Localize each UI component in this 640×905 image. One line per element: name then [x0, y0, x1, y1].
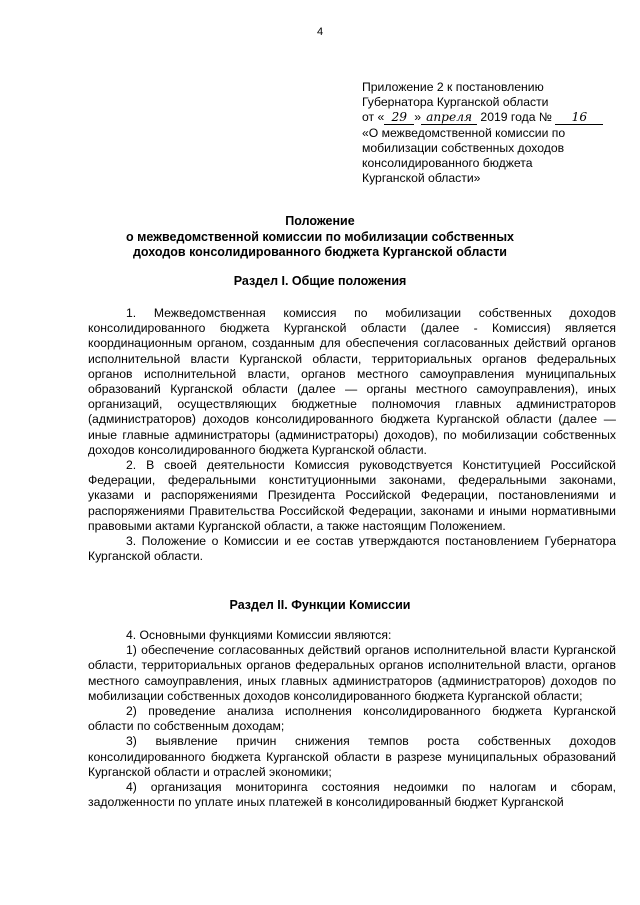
- paragraph: 1. Межведомственная комиссия по мобилизации собственных доходов консолидированного бюджета Курганской области (далее - Комиссия) является координационным органом, созданным для обеспечения согласованных действий органов исполнительной власти Курганской области, территориальных органов федеральных органов исполнительной власти, органов местного самоуправления муниципальных образований Курганской области (далее — органы местного самоуправления), иных организаций, осуществляющих бюджетные полномочия главных администраторов (администраторов) доходов консолидированного бюджета Курганской области (далее — иные главные администраторы (администраторы) доходов), по мобилизации собственных доходов консолидированного бюджета Курганской области.: [88, 306, 616, 457]
- title-line-3: доходов консолидированного бюджета Курганской области: [132, 245, 507, 259]
- paragraph: 3. Положение о Комиссии и ее состав утверждаются постановлением Губернатора Курганской области.: [88, 534, 616, 564]
- appendix-line-1: Приложение 2 к постановлению: [362, 80, 544, 94]
- appendix-line-7: Курганской области»: [362, 171, 481, 186]
- paragraph: 4. Основными функциями Комиссии являются:: [126, 628, 392, 642]
- title-line-2: о межведомственной комиссии по мобилизации собственных: [126, 229, 514, 244]
- appendix-line-5: мобилизации собственных доходов: [362, 140, 565, 155]
- appendix-line-4: «О межведомственной комиссии по: [362, 125, 566, 140]
- date-mid: »: [414, 110, 422, 125]
- paragraph: 1) обеспечение согласованных действий органов исполнительной власти Курганской области, территориальных органов федеральных органов исполнительной власти, органов местного самоуправления, иных главных администраторов (администраторов) доходов по мобилизации собственных доходов консолидированного бюджета Курганской области;: [88, 643, 616, 703]
- handwritten-day: 29: [384, 111, 414, 125]
- appendix-date-line: [362, 110, 632, 125]
- paragraph: 2. В своей деятельности Комиссия руководствуется Конституцией Российской Федерации, федеральными конституционными законами, федеральными законами, указами и распоряжениями Президента Российской Федерации, постановлениями и распоряжениями Правительства Российской Федерации, законами и иными нормативными правовыми актами Курганской области, а также настоящим Положением.: [88, 458, 616, 533]
- date-prefix: от «: [362, 110, 385, 125]
- appendix-block: [362, 80, 632, 186]
- section-1-heading: Раздел I. Общие положения: [233, 274, 407, 288]
- page-number: 4: [316, 26, 324, 38]
- section-1-body: [88, 306, 616, 564]
- section-2-heading: Раздел II. Функции Комиссии: [229, 598, 411, 612]
- handwritten-number: 16: [555, 111, 603, 125]
- appendix-line-2: Губернатора Курганской области: [362, 95, 549, 110]
- title-line-1: Положение: [285, 214, 355, 228]
- section-2-body: [88, 628, 616, 810]
- handwritten-month: апреля: [421, 111, 477, 125]
- date-year: 2019 года №: [477, 110, 556, 125]
- paragraph: 4) организация мониторинга состояния недоимки по налогам и сборам, задолженности по уплате иных платежей в консолидированный бюджет Курганской: [88, 780, 616, 810]
- appendix-line-6: консолидированного бюджета: [362, 156, 533, 171]
- paragraph: 2) проведение анализа исполнения консолидированного бюджета Курганской области по собственным доходам;: [88, 704, 616, 734]
- document-title: [80, 214, 560, 261]
- paragraph: 3) выявление причин снижения темпов роста собственных доходов консолидированного бюджета Курганской области в разрезе муниципальных образований Курганской области и отраслей экономики;: [88, 734, 616, 779]
